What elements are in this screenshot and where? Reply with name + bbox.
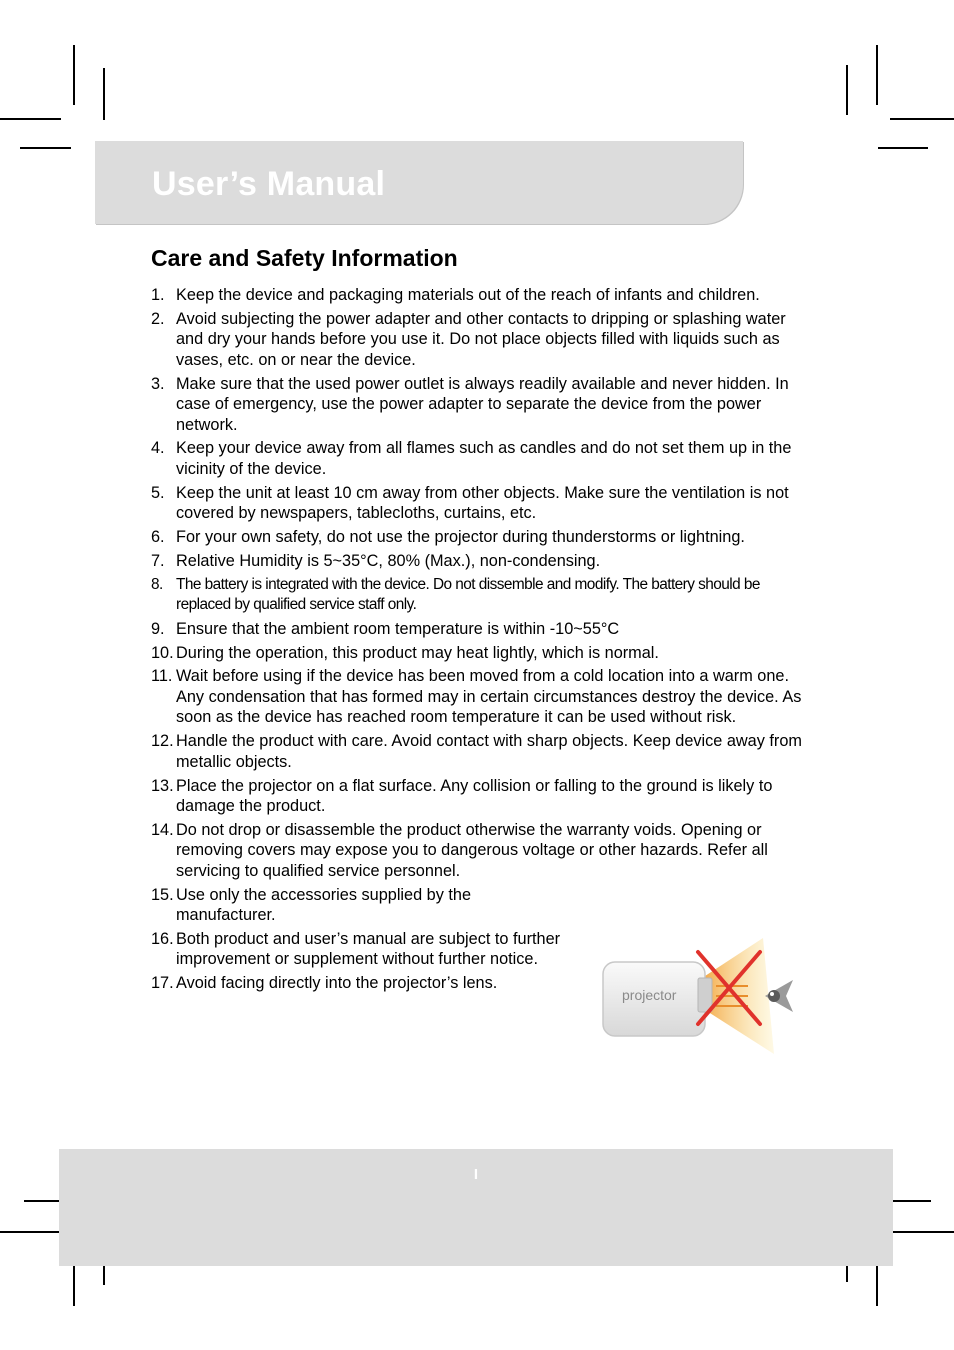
section-title: Care and Safety Information bbox=[151, 245, 458, 271]
list-item: 4. Keep your device away from all flames such as candles and do not set them up in the vicinity of the device. bbox=[151, 439, 792, 478]
projector-label: projector bbox=[622, 987, 677, 1003]
crop-mark bbox=[876, 45, 878, 105]
footer-bar bbox=[59, 1149, 893, 1266]
list-item: 12. Handle the product with care. Avoid contact with sharp objects. Keep device away from metallic objects. bbox=[151, 732, 802, 771]
header-bar bbox=[95, 141, 743, 224]
list-item: 13. Place the projector on a flat surface. Any collision or falling to the ground is likely to damage the product. bbox=[151, 776, 773, 816]
page-number: I bbox=[473, 1166, 479, 1183]
list-item: 7. Relative Humidity is 5~35°C, 80% (Max.), non-condensing. bbox=[151, 551, 601, 570]
crop-mark bbox=[103, 68, 105, 120]
crop-mark bbox=[878, 147, 928, 149]
no-looking-into-lens-icon bbox=[598, 936, 803, 1056]
list-item: 6. For your own safety, do not use the projector during thunderstorms or lightning. bbox=[151, 527, 745, 546]
safety-list bbox=[151, 285, 811, 997]
list-item: 15. Use only the accessories supplied by the manufacturer. bbox=[151, 885, 472, 925]
list-item: 3. Make sure that the used power outlet is always readily available and never hidden. In case of emergency, use the power adapter to separate the device from the power network. bbox=[151, 374, 789, 434]
crop-mark bbox=[20, 147, 71, 149]
crop-mark bbox=[0, 1231, 61, 1233]
list-item: 8. The battery is integrated with the device. Do not dissemble and modify. The battery should be replaced by qualified service staff only. bbox=[151, 575, 760, 614]
list-item: 11. Wait before using if the device has been moved from a cold location into a warm one. Any condensation that has formed may in certain circumstances destroy the device. As soon as the device has reached room temperature it can be used without risk. bbox=[151, 667, 802, 727]
crop-mark bbox=[890, 118, 954, 120]
list-item: 9. Ensure that the ambient room temperature is within -10~55°C bbox=[151, 619, 620, 638]
list-item: 16. Both product and user’s manual are subject to further improvement or supplement without further notice. bbox=[151, 929, 561, 969]
crop-mark bbox=[890, 1231, 954, 1233]
list-item: 17. Avoid facing directly into the projector’s lens. bbox=[151, 974, 498, 993]
list-item: 2. Avoid subjecting the power adapter and other contacts to dripping or splashing water and dry your hands before you use it. Do not place objects filled with liquids such as vases, etc. on or near the device. bbox=[151, 309, 786, 369]
list-item: 1. Keep the device and packaging materials out of the reach of infants and children. bbox=[151, 286, 760, 304]
manual-title: User’s Manual bbox=[152, 165, 386, 203]
crop-mark bbox=[846, 65, 848, 115]
list-item: 14. Do not drop or disassemble the product otherwise the warranty voids. Opening or removing covers may expose you to dangerous voltage or other hazards. Refer all servicing to qualified service personnel. bbox=[151, 820, 768, 880]
list-item: 10. During the operation, this product may heat lightly, which is normal. bbox=[151, 643, 659, 662]
crop-mark bbox=[73, 45, 75, 105]
crop-mark bbox=[0, 118, 61, 120]
list-item: 5. Keep the unit at least 10 cm away from other objects. Make sure the ventilation is not covered by newspapers, tablecloths, curtains, etc. bbox=[151, 483, 789, 523]
